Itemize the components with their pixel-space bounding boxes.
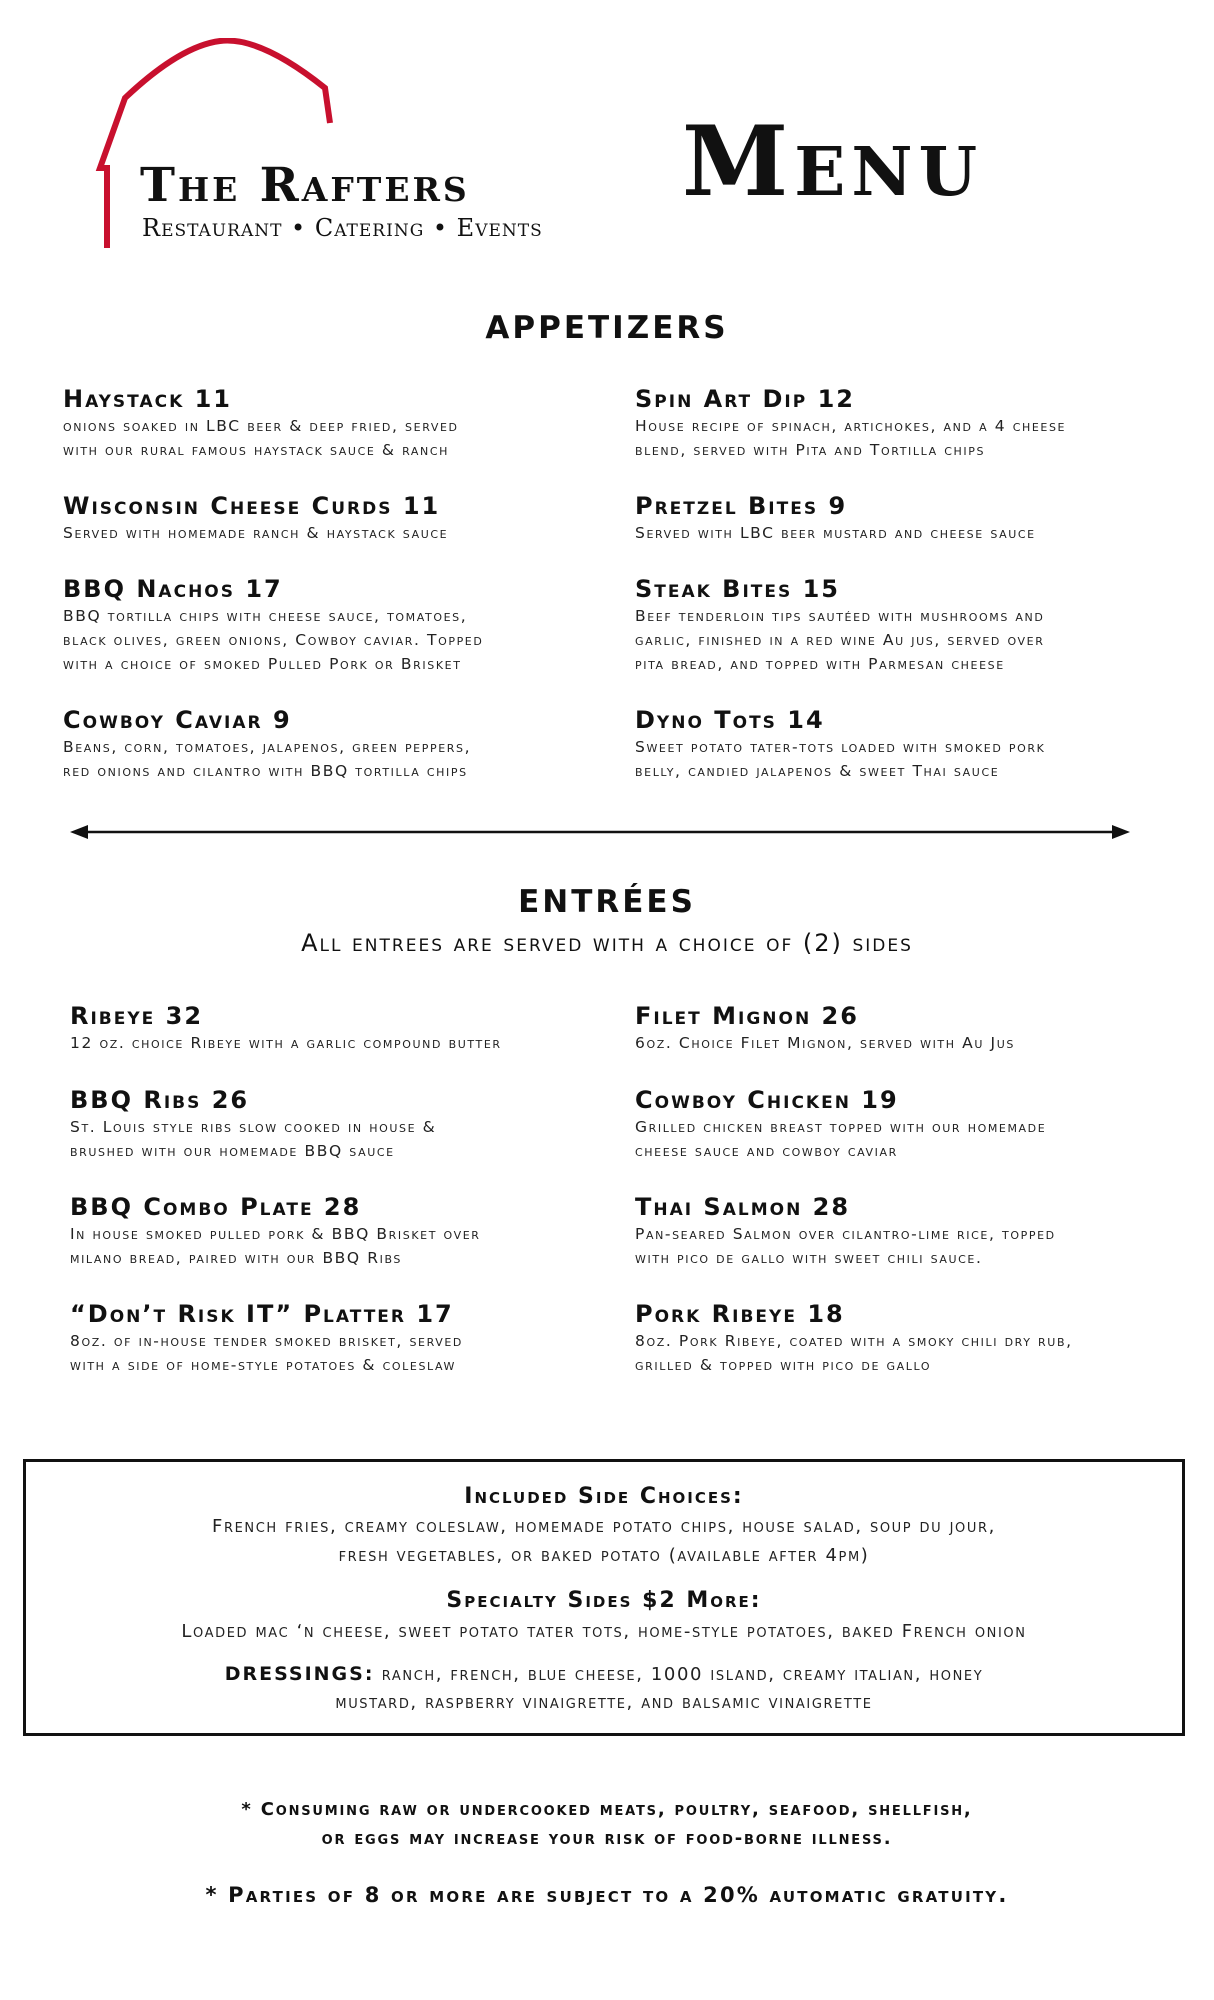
brand-name: The Rafters bbox=[140, 158, 470, 213]
raw-food-warning: * Consuming raw or undercooked meats, poultry, seafood, shellfish, bbox=[241, 1799, 973, 1820]
item-title: BBQ Combo Plate 28 bbox=[70, 1193, 362, 1221]
item-description: 6oz. Choice Filet Mignon, served with Au Jus bbox=[635, 1034, 1015, 1052]
item-description: In house smoked pulled pork & BBQ Brisket over bbox=[70, 1225, 481, 1243]
item-description: grilled & topped with pico de gallo bbox=[635, 1356, 932, 1374]
item-description: garlic, finished in a red wine Au jus, served over bbox=[635, 631, 1045, 649]
entrees-heading: ENTRÉES bbox=[518, 884, 696, 920]
item-title: Filet Mignon 26 bbox=[635, 1002, 859, 1030]
item-description: cheese sauce and cowboy caviar bbox=[635, 1142, 898, 1160]
menu-item bbox=[70, 1085, 630, 1163]
item-description: milano bread, paired with our BBQ Ribs bbox=[70, 1249, 402, 1267]
menu-item bbox=[635, 705, 1195, 783]
sides-info-box bbox=[23, 1459, 1185, 1736]
menu-item bbox=[635, 384, 1195, 462]
item-title: BBQ Nachos 17 bbox=[63, 575, 283, 603]
item-description: with a choice of smoked Pulled Pork or Brisket bbox=[63, 655, 462, 673]
appetizers-heading: APPETIZERS bbox=[485, 310, 729, 346]
item-description: St. Louis style ribs slow cooked in house & bbox=[70, 1118, 437, 1136]
item-title: Spin Art Dip 12 bbox=[635, 385, 855, 413]
menu-item bbox=[635, 574, 1195, 676]
item-description: onions soaked in LBC beer & deep fried, served bbox=[63, 417, 459, 435]
item-title: Cowboy Caviar 9 bbox=[63, 706, 292, 734]
item-description: black olives, green onions, Cowboy caviar. Topped bbox=[63, 631, 484, 649]
item-title: “Don’t Risk IT” Platter 17 bbox=[70, 1300, 454, 1328]
item-description: brushed with our homemade BBQ sauce bbox=[70, 1142, 395, 1160]
menu-item bbox=[63, 384, 623, 462]
menu-item bbox=[70, 1192, 630, 1270]
item-description: Served with homemade ranch & haystack sauce bbox=[63, 524, 449, 542]
dressings-list: ranch, french, blue cheese, 1000 island, creamy italian, honey bbox=[381, 1664, 984, 1685]
restaurant-logo bbox=[95, 38, 575, 253]
item-description: belly, candied jalapenos & sweet Thai sauce bbox=[635, 762, 1000, 780]
menu-item bbox=[70, 1001, 630, 1055]
menu-item bbox=[63, 705, 623, 783]
item-title: Dyno Tots 14 bbox=[635, 706, 825, 734]
item-description: House recipe of spinach, artichokes, and a 4 cheese bbox=[635, 417, 1067, 435]
menu-item bbox=[63, 574, 623, 676]
item-description: 8oz. of in-house tender smoked brisket, served bbox=[70, 1332, 463, 1350]
specialty-sides-line: Loaded mac ‘n cheese, sweet potato tater tots, home-style potatoes, baked French onion bbox=[181, 1621, 1027, 1642]
brand-tagline: Restaurant • Catering • Events bbox=[142, 214, 543, 242]
item-description: Beans, corn, tomatoes, jalapenos, green peppers, bbox=[63, 738, 472, 756]
item-title: Pork Ribeye 18 bbox=[635, 1300, 845, 1328]
section-divider-arrow bbox=[70, 820, 1130, 844]
included-sides-heading: Included Side Choices: bbox=[464, 1484, 744, 1509]
item-description: with our rural famous haystack sauce & ranch bbox=[63, 441, 450, 459]
item-description: Sweet potato tater-tots loaded with smoked pork bbox=[635, 738, 1046, 756]
menu-item bbox=[635, 1001, 1195, 1055]
dressings-line bbox=[26, 1660, 1182, 1689]
item-title: Haystack 11 bbox=[63, 385, 233, 413]
menu-item bbox=[635, 1299, 1195, 1377]
dressings-label: DRESSINGS: bbox=[224, 1663, 375, 1685]
item-title: Thai Salmon 28 bbox=[635, 1193, 851, 1221]
included-sides-line: French fries, creamy coleslaw, homemade potato chips, house salad, soup du jour, bbox=[212, 1516, 996, 1537]
item-description: BBQ tortilla chips with cheese sauce, tomatoes, bbox=[63, 607, 468, 625]
menu-item bbox=[70, 1299, 630, 1377]
item-title: Wisconsin Cheese Curds 11 bbox=[63, 492, 441, 520]
item-description: Served with LBC beer mustard and cheese sauce bbox=[635, 524, 1036, 542]
raw-food-warning-2: or eggs may increase your risk of food-borne illness. bbox=[321, 1828, 893, 1849]
item-title: BBQ Ribs 26 bbox=[70, 1086, 250, 1114]
item-description: Beef tenderloin tips sautéed with mushrooms and bbox=[635, 607, 1045, 625]
entrees-subheading: All entrees are served with a choice of (2) sides bbox=[301, 929, 913, 957]
menu-item bbox=[635, 1085, 1195, 1163]
menu-item bbox=[63, 491, 623, 545]
item-title: Cowboy Chicken 19 bbox=[635, 1086, 899, 1114]
gratuity-note: * Parties of 8 or more are subject to a 20% automatic gratuity. bbox=[205, 1883, 1009, 1907]
item-description: with a side of home-style potatoes & coleslaw bbox=[70, 1356, 457, 1374]
item-title: Steak Bites 15 bbox=[635, 575, 841, 603]
menu-item bbox=[635, 1192, 1195, 1270]
dressings-line-2: mustard, raspberry vinaigrette, and balsamic vinaigrette bbox=[335, 1692, 873, 1713]
item-description: 12 oz. choice Ribeye with a garlic compound butter bbox=[70, 1034, 502, 1052]
specialty-sides-heading: Specialty Sides $2 More: bbox=[446, 1588, 762, 1613]
menu-title: Menu bbox=[682, 105, 984, 218]
item-description: pita bread, and topped with Parmesan cheese bbox=[635, 655, 1005, 673]
item-description: Grilled chicken breast topped with our homemade bbox=[635, 1118, 1047, 1136]
item-description: 8oz. Pork Ribeye, coated with a smoky chili dry rub, bbox=[635, 1332, 1073, 1350]
item-title: Pretzel Bites 9 bbox=[635, 492, 848, 520]
menu-item bbox=[635, 491, 1195, 545]
item-description: red onions and cilantro with BBQ tortilla chips bbox=[63, 762, 468, 780]
included-sides-line: fresh vegetables, or baked potato (available after 4pm) bbox=[338, 1545, 870, 1566]
item-description: Pan-seared Salmon over cilantro-lime rice, topped bbox=[635, 1225, 1056, 1243]
item-description: with pico de gallo with sweet chili sauce. bbox=[635, 1249, 983, 1267]
item-title: Ribeye 32 bbox=[70, 1002, 204, 1030]
item-description: blend, served with Pita and Tortilla chips bbox=[635, 441, 986, 459]
